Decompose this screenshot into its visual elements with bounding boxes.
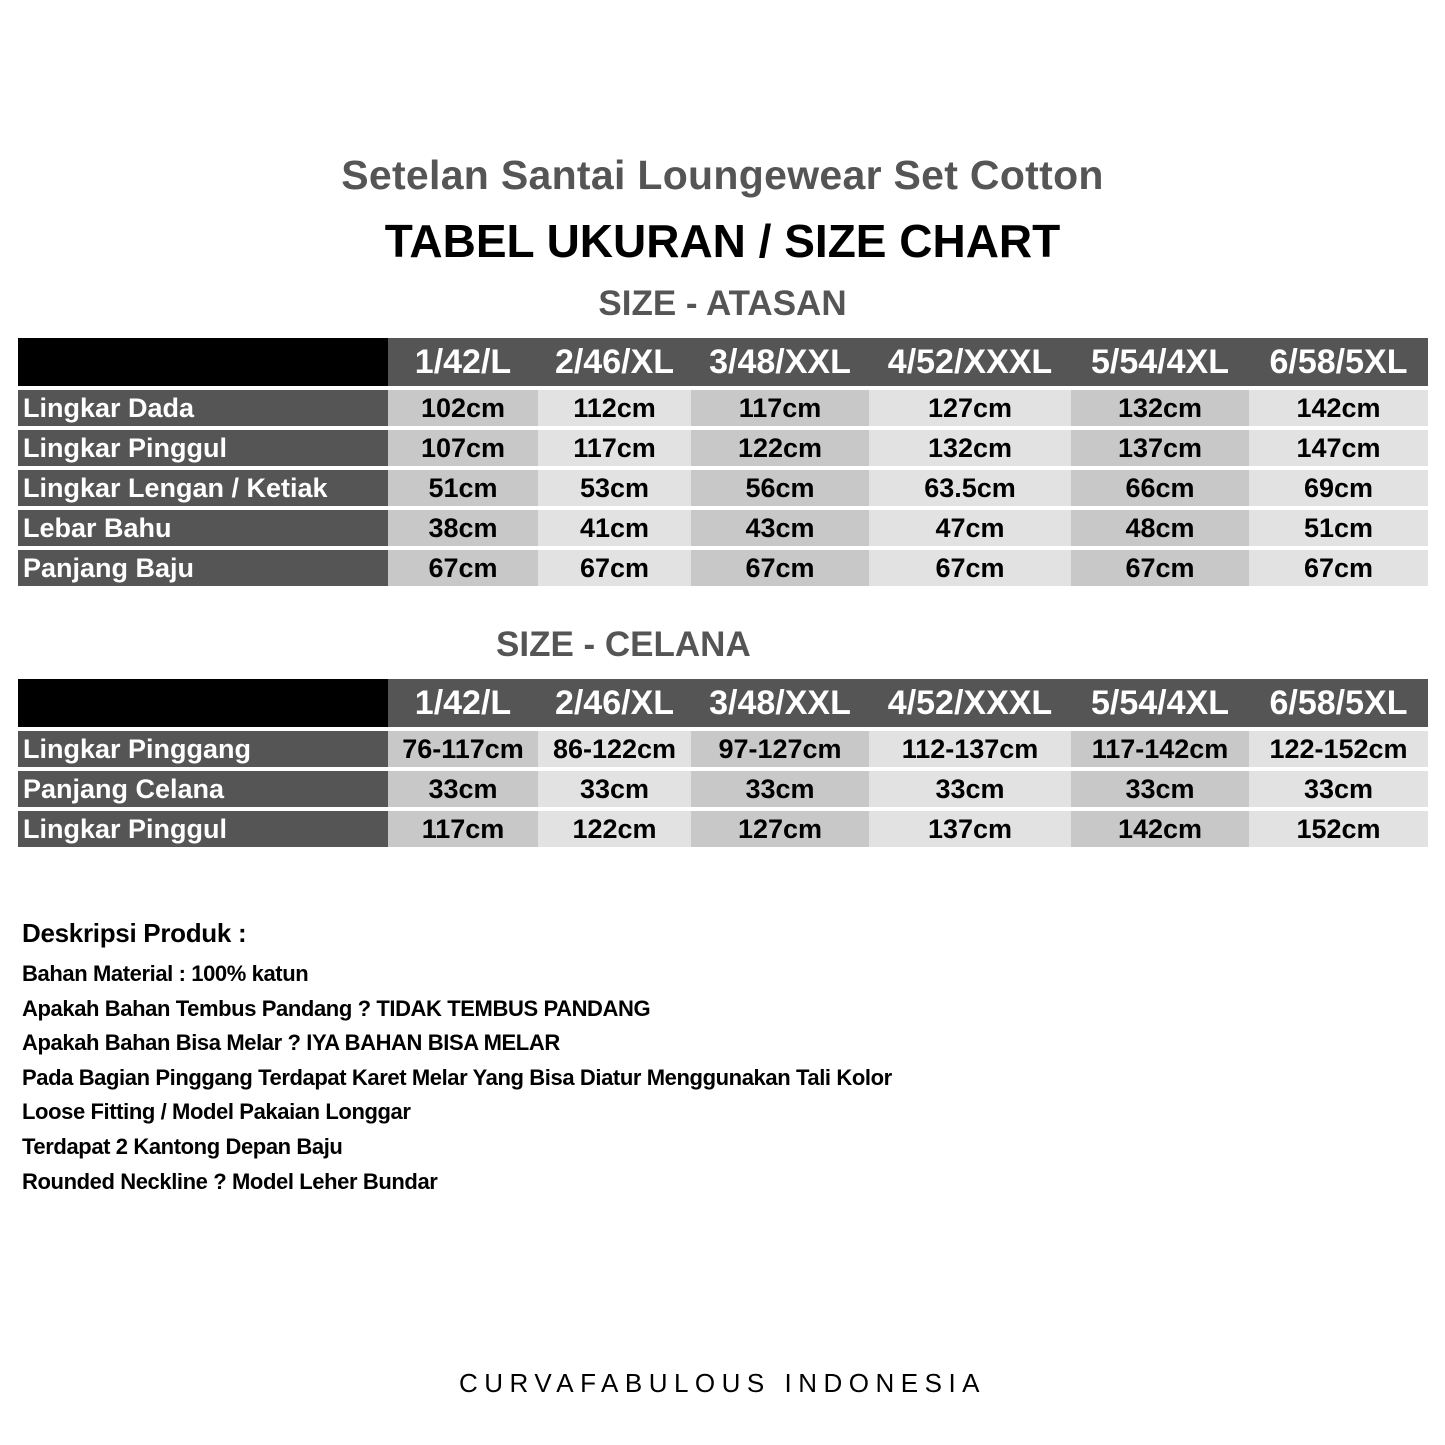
table-cell: 51cm <box>1249 510 1428 546</box>
size-header: 4/52/XXXL <box>869 338 1071 386</box>
size-header-row <box>18 338 1428 386</box>
corner-cell <box>18 679 388 727</box>
size-header: 2/46/XL <box>538 679 691 727</box>
description-title: Deskripsi Produk : <box>22 918 247 948</box>
table-cell: 147cm <box>1249 430 1428 466</box>
size-header: 5/54/4XL <box>1071 338 1249 386</box>
table-cell: 33cm <box>869 771 1071 807</box>
product-subtitle: Setelan Santai Loungewear Set Cotton <box>341 152 1104 198</box>
table-cell: 33cm <box>691 771 869 807</box>
table-cell: 67cm <box>538 550 691 586</box>
table-row <box>18 390 1428 426</box>
table-cell: 69cm <box>1249 470 1428 506</box>
size-header: 5/54/4XL <box>1071 679 1249 727</box>
page-title: TABEL UKURAN / SIZE CHART <box>384 215 1061 267</box>
row-label: Lingkar Dada <box>18 390 388 426</box>
table-cell: 127cm <box>691 811 869 847</box>
table-cell: 127cm <box>869 390 1071 426</box>
table-cell: 67cm <box>869 550 1071 586</box>
table-row <box>18 470 1428 506</box>
table-row <box>18 731 1428 767</box>
table-cell: 33cm <box>1249 771 1428 807</box>
description-line: Loose Fitting / Model Pakaian Longgar <box>22 1099 411 1125</box>
product-description <box>22 918 892 1199</box>
row-label: Lingkar Pinggul <box>18 811 388 847</box>
table-cell: 41cm <box>538 510 691 546</box>
table-cell: 56cm <box>691 470 869 506</box>
table-cell: 43cm <box>691 510 869 546</box>
size-header: 4/52/XXXL <box>869 679 1071 727</box>
corner-cell <box>18 338 388 386</box>
section-title-celana: SIZE - CELANA <box>496 625 751 664</box>
table-cell: 107cm <box>388 430 538 466</box>
table-cell: 142cm <box>1071 811 1249 847</box>
table-cell: 117-142cm <box>1071 731 1249 767</box>
size-header: 1/42/L <box>388 679 538 727</box>
table-cell: 137cm <box>869 811 1071 847</box>
description-line: Terdapat 2 Kantong Depan Baju <box>22 1133 343 1159</box>
row-label: Panjang Baju <box>18 550 388 586</box>
size-header: 6/58/5XL <box>1249 338 1428 386</box>
row-label: Lebar Bahu <box>18 510 388 546</box>
table-cell: 53cm <box>538 470 691 506</box>
table-cell: 86-122cm <box>538 731 691 767</box>
table-cell: 152cm <box>1249 811 1428 847</box>
table-cell: 33cm <box>388 771 538 807</box>
table-cell: 67cm <box>1249 550 1428 586</box>
table-cell: 33cm <box>538 771 691 807</box>
table-row <box>18 510 1428 546</box>
table-cell: 33cm <box>1071 771 1249 807</box>
section-title-atasan: SIZE - ATASAN <box>598 284 847 323</box>
table-cell: 137cm <box>1071 430 1249 466</box>
table-cell: 117cm <box>388 811 538 847</box>
table-cell: 67cm <box>388 550 538 586</box>
table-cell: 38cm <box>388 510 538 546</box>
table-cell: 48cm <box>1071 510 1249 546</box>
table-cell: 47cm <box>869 510 1071 546</box>
table-cell: 66cm <box>1071 470 1249 506</box>
table-cell: 117cm <box>691 390 869 426</box>
description-line: Pada Bagian Pinggang Terdapat Karet Melar Yang Bisa Diatur Menggunakan Tali Kolor <box>22 1064 892 1090</box>
table-row <box>18 430 1428 466</box>
table-cell: 67cm <box>691 550 869 586</box>
size-table-atasan <box>18 334 1428 590</box>
table-cell: 112cm <box>538 390 691 426</box>
table-cell: 122cm <box>691 430 869 466</box>
row-label: Lingkar Lengan / Ketiak <box>18 470 388 506</box>
table-cell: 142cm <box>1249 390 1428 426</box>
table-cell: 132cm <box>869 430 1071 466</box>
table-cell: 112-137cm <box>869 731 1071 767</box>
table-cell: 63.5cm <box>869 470 1071 506</box>
table-row <box>18 771 1428 807</box>
size-table-celana <box>18 675 1428 851</box>
table-cell: 122-152cm <box>1249 731 1428 767</box>
row-label: Lingkar Pinggang <box>18 731 388 767</box>
brand-footer: CURVAFABULOUS INDONESIA <box>458 1368 987 1398</box>
table-cell: 132cm <box>1071 390 1249 426</box>
size-header: 3/48/XXL <box>691 679 869 727</box>
table-cell: 67cm <box>1071 550 1249 586</box>
size-header-row <box>18 679 1428 727</box>
size-header: 6/58/5XL <box>1249 679 1428 727</box>
size-header: 3/48/XXL <box>691 338 869 386</box>
size-header: 1/42/L <box>388 338 538 386</box>
table-row <box>18 811 1428 847</box>
table-cell: 51cm <box>388 470 538 506</box>
description-line: Apakah Bahan Bisa Melar ? IYA BAHAN BISA MELAR <box>22 1030 560 1056</box>
description-line: Rounded Neckline ? Model Leher Bundar <box>22 1168 438 1194</box>
table-cell: 76-117cm <box>388 731 538 767</box>
row-label: Panjang Celana <box>18 771 388 807</box>
table-cell: 97-127cm <box>691 731 869 767</box>
description-line: Apakah Bahan Tembus Pandang ? TIDAK TEMBUS PANDANG <box>22 995 651 1021</box>
row-label: Lingkar Pinggul <box>18 430 388 466</box>
description-line: Bahan Material : 100% katun <box>22 961 309 986</box>
table-cell: 102cm <box>388 390 538 426</box>
table-row <box>18 550 1428 586</box>
table-cell: 122cm <box>538 811 691 847</box>
table-cell: 117cm <box>538 430 691 466</box>
size-header: 2/46/XL <box>538 338 691 386</box>
